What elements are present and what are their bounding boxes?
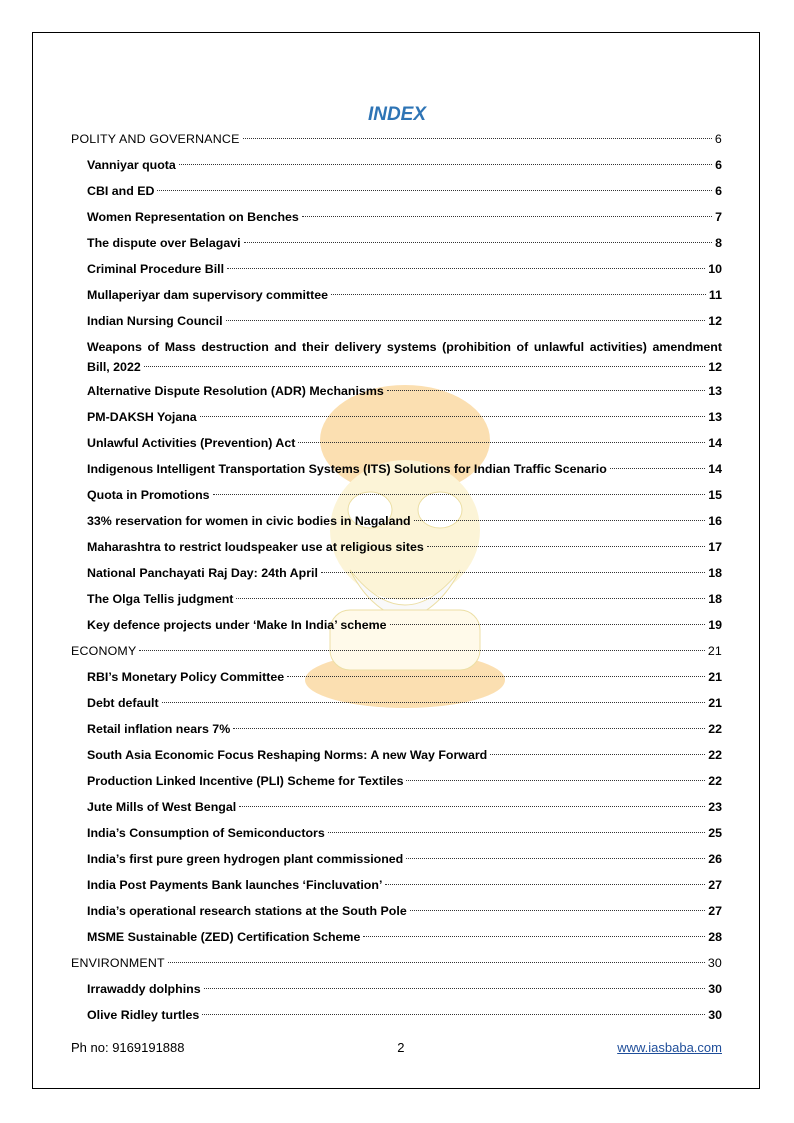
toc-leader-dots	[406, 858, 705, 859]
toc-entry-label: South Asia Economic Focus Reshaping Norms: A new Way Forward	[87, 748, 488, 762]
toc-entry-label: Indigenous Intelligent Transportation Systems (ITS) Solutions for Indian Traffic Scenario	[87, 462, 607, 476]
toc-entry-label: Unlawful Activities (Prevention) Act	[87, 436, 296, 450]
toc-entry[interactable]	[71, 181, 722, 207]
toc-entry-label: Irrawaddy dolphins	[87, 982, 201, 996]
toc-entry-label: Quota in Promotions	[87, 488, 210, 502]
toc-entry-page: 23	[708, 800, 722, 814]
toc-entry-page: 17	[708, 540, 722, 554]
toc-entry-label: India’s first pure green hydrogen plant commissioned	[87, 852, 404, 866]
toc-entry-page: 12	[708, 360, 722, 374]
toc-entry-page: 15	[708, 488, 722, 502]
toc-entry[interactable]	[71, 797, 722, 823]
toc-entry-page: 30	[708, 1008, 722, 1022]
toc-leader-dots	[385, 884, 705, 885]
toc-entry-page: 10	[708, 262, 722, 276]
toc-entry-label: India’s Consumption of Semiconductors	[87, 826, 325, 840]
toc-entry[interactable]	[71, 771, 722, 797]
toc-leader-dots	[298, 442, 705, 443]
toc-entry-label: POLITY AND GOVERNANCE	[71, 132, 240, 146]
toc-entry-page: 8	[715, 236, 722, 250]
toc-entry-page: 21	[708, 670, 722, 684]
toc-entry-page: 6	[715, 184, 722, 198]
toc-section[interactable]	[71, 953, 722, 979]
toc-entry-label: National Panchayati Raj Day: 24th April	[87, 566, 318, 580]
toc-leader-dots	[157, 190, 712, 191]
toc-entry-label: Vanniyar quota	[87, 158, 176, 172]
toc-entry[interactable]	[71, 407, 722, 433]
toc-entry-page: 11	[708, 288, 722, 302]
toc-entry-label: 33% reservation for women in civic bodies in Nagaland	[87, 514, 411, 528]
toc-entry[interactable]	[71, 589, 722, 615]
toc-entry[interactable]	[71, 511, 722, 537]
toc-entry[interactable]	[71, 337, 722, 377]
toc-leader-dots	[139, 650, 704, 651]
toc-leader-dots	[144, 366, 705, 367]
toc-entry-page: 14	[708, 462, 722, 476]
toc-entry[interactable]	[71, 849, 722, 875]
toc-entry[interactable]	[71, 719, 722, 745]
toc-entry[interactable]	[71, 667, 722, 693]
toc-entry-label-cont: Bill, 2022	[87, 360, 141, 374]
toc-entry-page: 22	[708, 748, 722, 762]
footer-website-link[interactable]: www.iasbaba.com	[617, 1040, 722, 1055]
toc-entry-page: 22	[708, 722, 722, 736]
toc-leader-dots	[227, 268, 705, 269]
toc-leader-dots	[331, 294, 706, 295]
toc-entry-page: 26	[708, 852, 722, 866]
toc-entry-page: 21	[707, 644, 722, 658]
toc-entry-page: 28	[708, 930, 722, 944]
toc-entry-label: CBI and ED	[87, 184, 155, 198]
toc-entry-label: Indian Nursing Council	[87, 314, 223, 328]
toc-entry-label: Debt default	[87, 696, 159, 710]
footer-page-number: 2	[397, 1040, 405, 1055]
footer-phone: Ph no: 9169191888	[71, 1040, 185, 1055]
toc-leader-dots	[162, 702, 706, 703]
toc-leader-dots	[226, 320, 706, 321]
toc-leader-dots	[610, 468, 705, 469]
toc-entry[interactable]	[71, 311, 722, 337]
toc-entry[interactable]	[71, 901, 722, 927]
toc-entry-label: The dispute over Belagavi	[87, 236, 241, 250]
toc-entry-page: 6	[714, 132, 722, 146]
toc-entry[interactable]	[71, 979, 722, 1005]
toc-leader-dots	[179, 164, 712, 165]
toc-entry[interactable]	[71, 233, 722, 259]
toc-entry-page: 14	[708, 436, 722, 450]
toc-entry-label: MSME Sustainable (ZED) Certification Scheme	[87, 930, 361, 944]
toc-leader-dots	[390, 624, 706, 625]
toc-entry-page: 13	[708, 410, 722, 424]
toc-entry[interactable]	[71, 563, 722, 589]
toc-leader-dots	[410, 910, 705, 911]
toc-entry-label: Criminal Procedure Bill	[87, 262, 225, 276]
toc-entry-page: 16	[708, 514, 722, 528]
toc-entry-label: Jute Mills of West Bengal	[87, 800, 237, 814]
toc-leader-dots	[233, 728, 705, 729]
toc-entry[interactable]	[71, 285, 722, 311]
toc-section[interactable]	[71, 641, 722, 667]
toc-entry-label: ENVIRONMENT	[71, 956, 165, 970]
toc-leader-dots	[302, 216, 712, 217]
toc-leader-dots	[204, 988, 706, 989]
toc-leader-dots	[490, 754, 705, 755]
toc-section[interactable]	[71, 129, 722, 155]
toc-leader-dots	[213, 494, 706, 495]
toc-entry-label: Alternative Dispute Resolution (ADR) Mechanisms	[87, 384, 384, 398]
toc-entry[interactable]	[71, 537, 722, 563]
toc-entry-label: Weapons of Mass destruction and their delivery systems (prohibition of unlawful activities) amendment	[87, 340, 722, 354]
table-of-contents	[71, 129, 722, 1031]
toc-entry-page: 7	[715, 210, 722, 224]
toc-entry-page: 30	[707, 956, 722, 970]
toc-entry[interactable]	[71, 823, 722, 849]
toc-leader-dots	[287, 676, 705, 677]
toc-entry-label: The Olga Tellis judgment	[87, 592, 234, 606]
toc-entry-page: 19	[708, 618, 722, 632]
toc-entry-label: Maharashtra to restrict loudspeaker use at religious sites	[87, 540, 424, 554]
toc-entry[interactable]	[71, 693, 722, 719]
toc-entry[interactable]	[71, 745, 722, 771]
toc-entry[interactable]	[71, 381, 722, 407]
toc-entry-page: 12	[708, 314, 722, 328]
toc-entry[interactable]	[71, 459, 722, 485]
toc-entry-label: Mullaperiyar dam supervisory committee	[87, 288, 329, 302]
toc-entry-label: ECONOMY	[71, 644, 137, 658]
toc-entry[interactable]	[71, 433, 722, 459]
toc-entry[interactable]	[71, 485, 722, 511]
toc-entry-page: 30	[708, 982, 722, 996]
toc-leader-dots	[243, 138, 712, 139]
toc-leader-dots	[244, 242, 713, 243]
toc-entry[interactable]	[71, 207, 722, 233]
toc-entry-label: Retail inflation nears 7%	[87, 722, 231, 736]
page-footer	[71, 1040, 722, 1055]
toc-entry[interactable]	[71, 259, 722, 285]
index-title: INDEX	[367, 104, 427, 125]
toc-leader-dots	[427, 546, 705, 547]
toc-entry-label: PM-DAKSH Yojana	[87, 410, 197, 424]
toc-entry-label: India’s operational research stations at the South Pole	[87, 904, 407, 918]
toc-leader-dots	[387, 390, 705, 391]
toc-entry[interactable]	[71, 615, 722, 641]
toc-entry-label: Women Representation on Benches	[87, 210, 299, 224]
toc-entry-label: RBI’s Monetary Policy Committee	[87, 670, 285, 684]
toc-leader-dots	[363, 936, 705, 937]
toc-leader-dots	[202, 1014, 705, 1015]
toc-leader-dots	[414, 520, 706, 521]
toc-entry-page: 25	[708, 826, 722, 840]
toc-leader-dots	[236, 598, 705, 599]
toc-entry[interactable]	[71, 155, 722, 181]
toc-entry-label: Production Linked Incentive (PLI) Scheme for Textiles	[87, 774, 404, 788]
toc-entry-page: 18	[708, 592, 722, 606]
toc-entry-page: 27	[708, 904, 722, 918]
toc-entry[interactable]	[71, 1005, 722, 1031]
toc-entry-page: 22	[708, 774, 722, 788]
toc-entry-label: Key defence projects under ‘Make In India’ scheme	[87, 618, 387, 632]
toc-entry[interactable]	[71, 927, 722, 953]
toc-entry-page: 6	[715, 158, 722, 172]
toc-leader-dots	[328, 832, 705, 833]
toc-leader-dots	[321, 572, 705, 573]
toc-entry-page: 21	[708, 696, 722, 710]
toc-leader-dots	[406, 780, 705, 781]
toc-entry-label: India Post Payments Bank launches ‘Fincluvation’	[87, 878, 383, 892]
toc-leader-dots	[168, 962, 705, 963]
toc-leader-dots	[200, 416, 706, 417]
toc-entry-label: Olive Ridley turtles	[87, 1008, 200, 1022]
toc-entry-page: 13	[708, 384, 722, 398]
toc-entry-page: 18	[708, 566, 722, 580]
toc-entry-page: 27	[708, 878, 722, 892]
toc-leader-dots	[239, 806, 705, 807]
toc-entry[interactable]	[71, 875, 722, 901]
